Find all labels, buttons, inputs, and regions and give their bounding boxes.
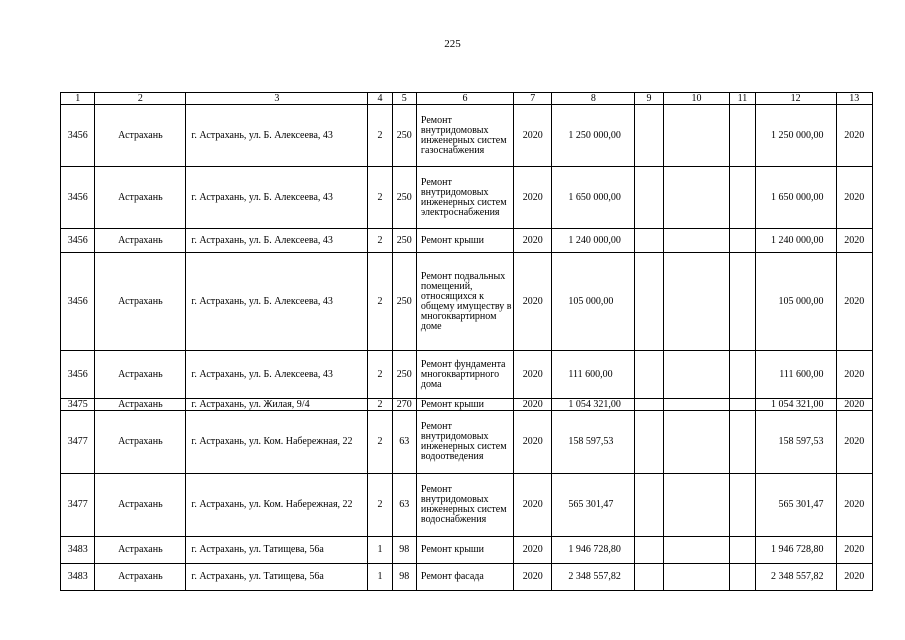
column-header: 7 (513, 93, 551, 105)
municipality: Астрахань (95, 399, 186, 411)
year: 2020 (513, 351, 551, 399)
col-10-value (663, 537, 730, 564)
fund-amount: 1 240 000,00 (755, 229, 836, 253)
col-11-value (730, 474, 755, 537)
col-5-value: 250 (392, 253, 416, 351)
col-5-value: 250 (392, 351, 416, 399)
col-9-value (635, 229, 663, 253)
house-id: 3456 (61, 167, 95, 229)
column-header: 10 (663, 93, 730, 105)
municipality: Астрахань (95, 167, 186, 229)
address: г. Астрахань, ул. Ком. Набережная, 22 (186, 474, 368, 537)
house-id: 3477 (61, 411, 95, 474)
fund-amount: 1 054 321,00 (755, 399, 836, 411)
col-5-value: 63 (392, 411, 416, 474)
end-year: 2020 (836, 351, 872, 399)
year: 2020 (513, 229, 551, 253)
col-9-value (635, 105, 663, 167)
work-type: Ремонт внутридомовых инженерных систем электроснабжения (416, 167, 513, 229)
col-10-value (663, 564, 730, 591)
address: г. Астрахань, ул. Жилая, 9/4 (186, 399, 368, 411)
col-11-value (730, 351, 755, 399)
cost-amount: 1 650 000,00 (552, 167, 635, 229)
col-9-value (635, 537, 663, 564)
municipality: Астрахань (95, 411, 186, 474)
work-type: Ремонт крыши (416, 399, 513, 411)
end-year: 2020 (836, 167, 872, 229)
work-type: Ремонт внутридомовых инженерных систем водоотведения (416, 411, 513, 474)
table-row (61, 105, 873, 167)
year: 2020 (513, 564, 551, 591)
work-type: Ремонт внутридомовых инженерных систем газоснабжения (416, 105, 513, 167)
col-11-value (730, 537, 755, 564)
col-4-value: 2 (368, 167, 392, 229)
column-header: 1 (61, 93, 95, 105)
column-header: 2 (95, 93, 186, 105)
cost-amount: 565 301,47 (552, 474, 635, 537)
fund-amount: 111 600,00 (755, 351, 836, 399)
cost-amount: 158 597,53 (552, 411, 635, 474)
year: 2020 (513, 253, 551, 351)
col-11-value (730, 105, 755, 167)
end-year: 2020 (836, 399, 872, 411)
fund-amount: 105 000,00 (755, 253, 836, 351)
cost-amount: 1 946 728,80 (552, 537, 635, 564)
work-type: Ремонт крыши (416, 229, 513, 253)
col-9-value (635, 399, 663, 411)
end-year: 2020 (836, 411, 872, 474)
work-type: Ремонт крыши (416, 537, 513, 564)
col-11-value (730, 399, 755, 411)
address: г. Астрахань, ул. Татищева, 56а (186, 537, 368, 564)
col-10-value (663, 105, 730, 167)
page-number: 225 (444, 38, 461, 50)
col-11-value (730, 229, 755, 253)
col-9-value (635, 474, 663, 537)
col-9-value (635, 351, 663, 399)
year: 2020 (513, 411, 551, 474)
house-id: 3456 (61, 351, 95, 399)
col-4-value: 2 (368, 411, 392, 474)
cost-amount: 2 348 557,82 (552, 564, 635, 591)
municipality: Астрахань (95, 564, 186, 591)
table-row (61, 564, 873, 591)
year: 2020 (513, 399, 551, 411)
col-9-value (635, 564, 663, 591)
fund-amount: 1 250 000,00 (755, 105, 836, 167)
municipality: Астрахань (95, 351, 186, 399)
fund-amount: 1 946 728,80 (755, 537, 836, 564)
house-id: 3483 (61, 537, 95, 564)
table-row (61, 474, 873, 537)
repair-program-table (60, 92, 873, 591)
cost-amount: 1 240 000,00 (552, 229, 635, 253)
col-11-value (730, 411, 755, 474)
col-10-value (663, 411, 730, 474)
cost-amount: 1 250 000,00 (552, 105, 635, 167)
col-10-value (663, 474, 730, 537)
col-10-value (663, 253, 730, 351)
col-10-value (663, 351, 730, 399)
table-row (61, 253, 873, 351)
col-10-value (663, 399, 730, 411)
column-header: 11 (730, 93, 755, 105)
cost-amount: 105 000,00 (552, 253, 635, 351)
column-header: 3 (186, 93, 368, 105)
house-id: 3475 (61, 399, 95, 411)
work-type: Ремонт подвальных помещений, относящихся к общему имуществу в многоквартирном доме (416, 253, 513, 351)
table-row (61, 351, 873, 399)
table-row (61, 167, 873, 229)
col-10-value (663, 167, 730, 229)
end-year: 2020 (836, 253, 872, 351)
column-header: 4 (368, 93, 392, 105)
year: 2020 (513, 167, 551, 229)
municipality: Астрахань (95, 253, 186, 351)
col-11-value (730, 564, 755, 591)
year: 2020 (513, 105, 551, 167)
column-header: 6 (416, 93, 513, 105)
col-5-value: 63 (392, 474, 416, 537)
col-5-value: 270 (392, 399, 416, 411)
col-4-value: 2 (368, 105, 392, 167)
fund-amount: 1 650 000,00 (755, 167, 836, 229)
address: г. Астрахань, ул. Б. Алексеева, 43 (186, 253, 368, 351)
address: г. Астрахань, ул. Б. Алексеева, 43 (186, 105, 368, 167)
column-header: 12 (755, 93, 836, 105)
col-4-value: 2 (368, 229, 392, 253)
col-4-value: 2 (368, 474, 392, 537)
house-id: 3456 (61, 105, 95, 167)
col-4-value: 2 (368, 399, 392, 411)
col-4-value: 2 (368, 351, 392, 399)
address: г. Астрахань, ул. Б. Алексеева, 43 (186, 229, 368, 253)
address: г. Астрахань, ул. Ком. Набережная, 22 (186, 411, 368, 474)
house-id: 3456 (61, 253, 95, 351)
col-4-value: 1 (368, 564, 392, 591)
fund-amount: 158 597,53 (755, 411, 836, 474)
col-4-value: 2 (368, 253, 392, 351)
fund-amount: 565 301,47 (755, 474, 836, 537)
column-number-header-row (61, 93, 873, 105)
year: 2020 (513, 474, 551, 537)
address: г. Астрахань, ул. Б. Алексеева, 43 (186, 167, 368, 229)
col-11-value (730, 167, 755, 229)
municipality: Астрахань (95, 537, 186, 564)
col-9-value (635, 411, 663, 474)
table-row (61, 411, 873, 474)
column-header: 13 (836, 93, 872, 105)
address: г. Астрахань, ул. Татищева, 56а (186, 564, 368, 591)
col-10-value (663, 229, 730, 253)
work-type: Ремонт фундамента многоквартирного дома (416, 351, 513, 399)
year: 2020 (513, 537, 551, 564)
cost-amount: 111 600,00 (552, 351, 635, 399)
house-id: 3483 (61, 564, 95, 591)
col-11-value (730, 253, 755, 351)
table-row (61, 229, 873, 253)
col-5-value: 250 (392, 229, 416, 253)
column-header: 9 (635, 93, 663, 105)
column-header: 5 (392, 93, 416, 105)
work-type: Ремонт фасада (416, 564, 513, 591)
municipality: Астрахань (95, 105, 186, 167)
end-year: 2020 (836, 229, 872, 253)
address: г. Астрахань, ул. Б. Алексеева, 43 (186, 351, 368, 399)
end-year: 2020 (836, 474, 872, 537)
cost-amount: 1 054 321,00 (552, 399, 635, 411)
col-4-value: 1 (368, 537, 392, 564)
end-year: 2020 (836, 537, 872, 564)
table-row (61, 537, 873, 564)
col-5-value: 250 (392, 167, 416, 229)
col-5-value: 250 (392, 105, 416, 167)
end-year: 2020 (836, 564, 872, 591)
end-year: 2020 (836, 105, 872, 167)
col-9-value (635, 167, 663, 229)
municipality: Астрахань (95, 229, 186, 253)
col-5-value: 98 (392, 564, 416, 591)
col-9-value (635, 253, 663, 351)
house-id: 3477 (61, 474, 95, 537)
table-row (61, 399, 873, 411)
column-header: 8 (552, 93, 635, 105)
col-5-value: 98 (392, 537, 416, 564)
fund-amount: 2 348 557,82 (755, 564, 836, 591)
municipality: Астрахань (95, 474, 186, 537)
house-id: 3456 (61, 229, 95, 253)
work-type: Ремонт внутридомовых инженерных систем водоснабжения (416, 474, 513, 537)
